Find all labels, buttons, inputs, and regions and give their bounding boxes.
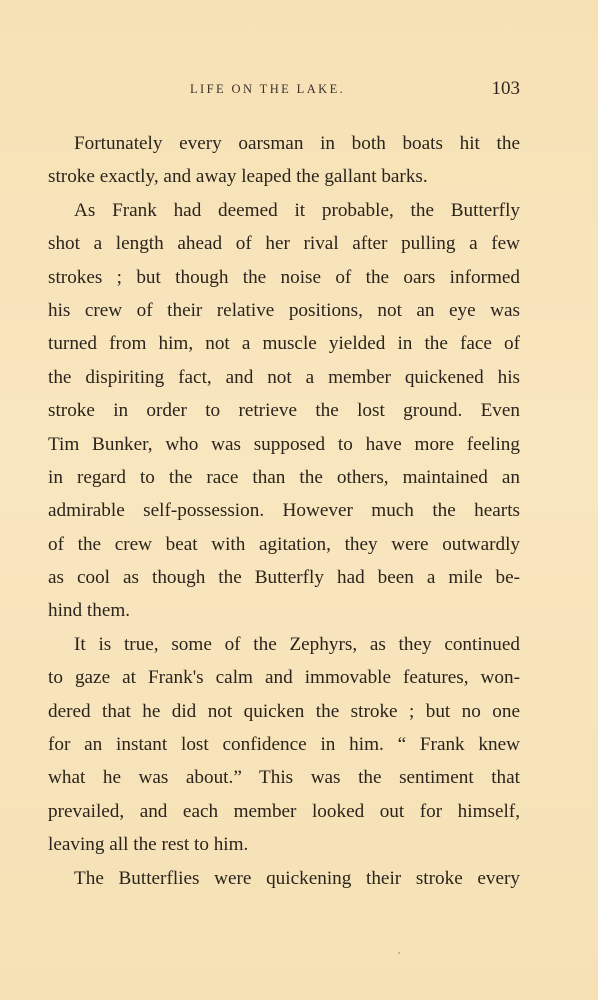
text-line: as cool as though the Butterfly had been a mile be-: [48, 567, 520, 589]
running-head: [0, 80, 598, 100]
text-line: shot a length ahead of her rival after pulling a few: [48, 233, 520, 255]
text-line: in regard to the race than the others, maintained an: [48, 466, 520, 488]
text-line: to gaze at Frank's calm and immovable features, won-: [48, 667, 520, 689]
text-line: for an instant lost confidence in him. “ Frank knew: [48, 734, 520, 756]
text-line: admirable self-possession. However much the hearts: [48, 500, 520, 522]
text-line: It is true, some of the Zephyrs, as they continued: [74, 633, 520, 655]
text-line: strokes ; but though the noise of the oars informed: [48, 266, 520, 288]
text-line: prevailed, and each member looked out for himself,: [48, 800, 520, 822]
text-line: dered that he did not quicken the stroke ; but no one: [48, 700, 520, 722]
body-text: [48, 127, 520, 895]
page-number: 103: [491, 78, 520, 99]
running-title: LIFE ON THE LAKE.: [190, 82, 346, 96]
text-line: stroke exactly, and away leaped the gallant barks.: [48, 166, 428, 188]
text-line: As Frank had deemed it probable, the Butterfly: [74, 199, 520, 221]
text-line: what he was about.” This was the sentiment that: [48, 767, 520, 789]
text-line: The Butterflies were quickening their stroke every: [74, 867, 520, 889]
text-line: leaving all the rest to him.: [48, 834, 249, 856]
text-line: Fortunately every oarsman in both boats hit the: [74, 133, 520, 154]
text-line: the dispiriting fact, and not a member quickened his: [48, 366, 520, 388]
text-line: Tim Bunker, who was supposed to have more feeling: [48, 433, 520, 455]
text-line: his crew of their relative positions, not an eye was: [48, 299, 520, 321]
text-line: of the crew beat with agitation, they were outwardly: [48, 533, 520, 555]
text-line: hind them.: [48, 600, 131, 622]
text-line: turned from him, not a muscle yielded in the face of: [48, 333, 520, 355]
text-line: stroke in order to retrieve the lost ground. Even: [48, 400, 520, 422]
paper-speck: [398, 952, 400, 954]
